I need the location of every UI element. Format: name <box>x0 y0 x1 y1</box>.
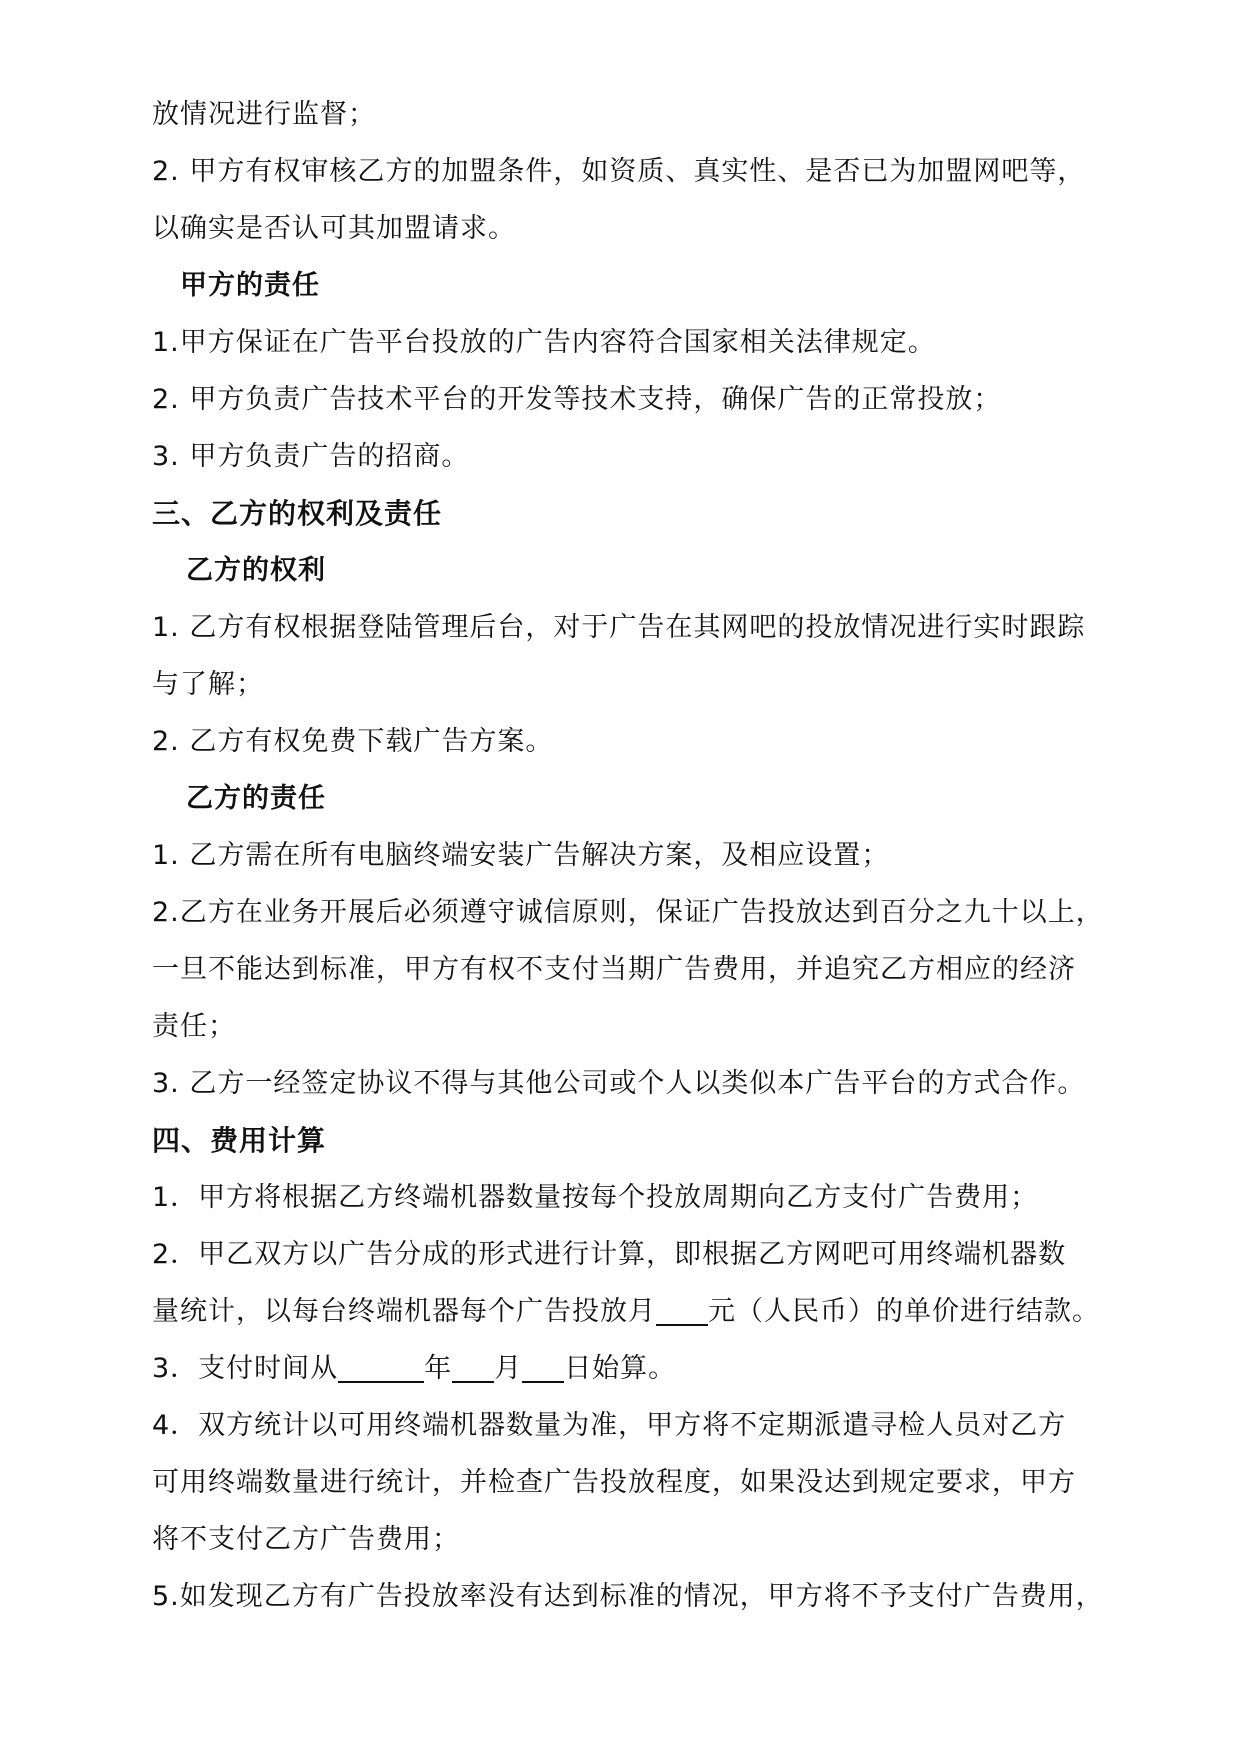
paragraph-line: 5.如发现乙方有广告投放率没有达到标准的情况，甲方将不予支付广告费用， <box>152 1581 1104 1612</box>
paragraph-line: 2. 甲方有权审核乙方的加盟条件，如资质、真实性、是否已为加盟网吧等， <box>152 156 1086 187</box>
paragraph-line: 2. 甲方负责广告技术平台的开发等技术支持，确保广告的正常投放； <box>152 384 1002 415</box>
text-fragment: 量统计，以每台终端机器每个广告投放月 <box>152 1296 656 1327</box>
paragraph-line: 2．甲乙双方以广告分成的形式进行计算，即根据乙方网吧可用终端机器数 <box>152 1239 1067 1270</box>
text-fragment: 月 <box>494 1353 523 1384</box>
paragraph-line: 与了解； <box>152 669 264 700</box>
text-fragment: 日始算。 <box>564 1353 677 1384</box>
paragraph-line: 可用终端数量进行统计，并检查广告投放程度，如果没达到规定要求，甲方 <box>152 1467 1076 1498</box>
text-fragment: 3．支付时间从 <box>152 1353 339 1384</box>
paragraph-line: 以确实是否认可其加盟请求。 <box>152 213 516 244</box>
text-fragment: 元（人民币）的单价进行结款。 <box>708 1296 1100 1327</box>
paragraph-line: 1．甲方将根据乙方终端机器数量按每个投放周期向乙方支付广告费用； <box>152 1182 1039 1213</box>
month-fill-blank <box>452 1351 494 1383</box>
year-fill-blank <box>338 1351 424 1383</box>
paragraph-line: 1. 乙方有权根据登陆管理后台，对于广告在其网吧的投放情况进行实时跟踪 <box>152 612 1086 643</box>
document-body <box>152 86 1112 1625</box>
price-fill-blank <box>656 1294 708 1326</box>
paragraph-line: 1.甲方保证在广告平台投放的广告内容符合国家相关法律规定。 <box>152 327 936 358</box>
subheading-party-b-rights: 乙方的权利 <box>186 555 326 586</box>
subheading-party-b-duties: 乙方的责任 <box>186 783 326 814</box>
paragraph-line: 责任； <box>152 1011 236 1042</box>
paragraph-line: 2. 乙方有权免费下载广告方案。 <box>152 726 554 757</box>
text-fragment: 年 <box>424 1353 453 1384</box>
section-heading-4: 四、费用计算 <box>152 1124 327 1157</box>
paragraph-line: 4．双方统计以可用终端机器数量为准，甲方将不定期派遣寻检人员对乙方 <box>152 1410 1067 1441</box>
paragraph-line: 2.乙方在业务开展后必须遵守诚信原则，保证广告投放达到百分之九十以上， <box>152 897 1104 928</box>
paragraph-line-with-price-blank <box>152 1283 1112 1340</box>
paragraph-line: 1. 乙方需在所有电脑终端安装广告解决方案，及相应设置； <box>152 840 890 871</box>
paragraph-line: 一旦不能达到标准，甲方有权不支付当期广告费用，并追究乙方相应的经济 <box>152 954 1076 985</box>
paragraph-line: 将不支付乙方广告费用； <box>152 1524 460 1555</box>
day-fill-blank <box>522 1351 564 1383</box>
paragraph-line: 3. 甲方负责广告的招商。 <box>152 441 470 472</box>
paragraph-line: 放情况进行监督； <box>152 99 376 130</box>
subheading-party-a-duties: 甲方的责任 <box>180 270 320 301</box>
paragraph-line-with-date-blanks <box>152 1340 1112 1397</box>
section-heading-3: 三、乙方的权利及责任 <box>152 497 443 530</box>
paragraph-line: 3. 乙方一经签定协议不得与其他公司或个人以类似本广告平台的方式合作。 <box>152 1068 1086 1099</box>
